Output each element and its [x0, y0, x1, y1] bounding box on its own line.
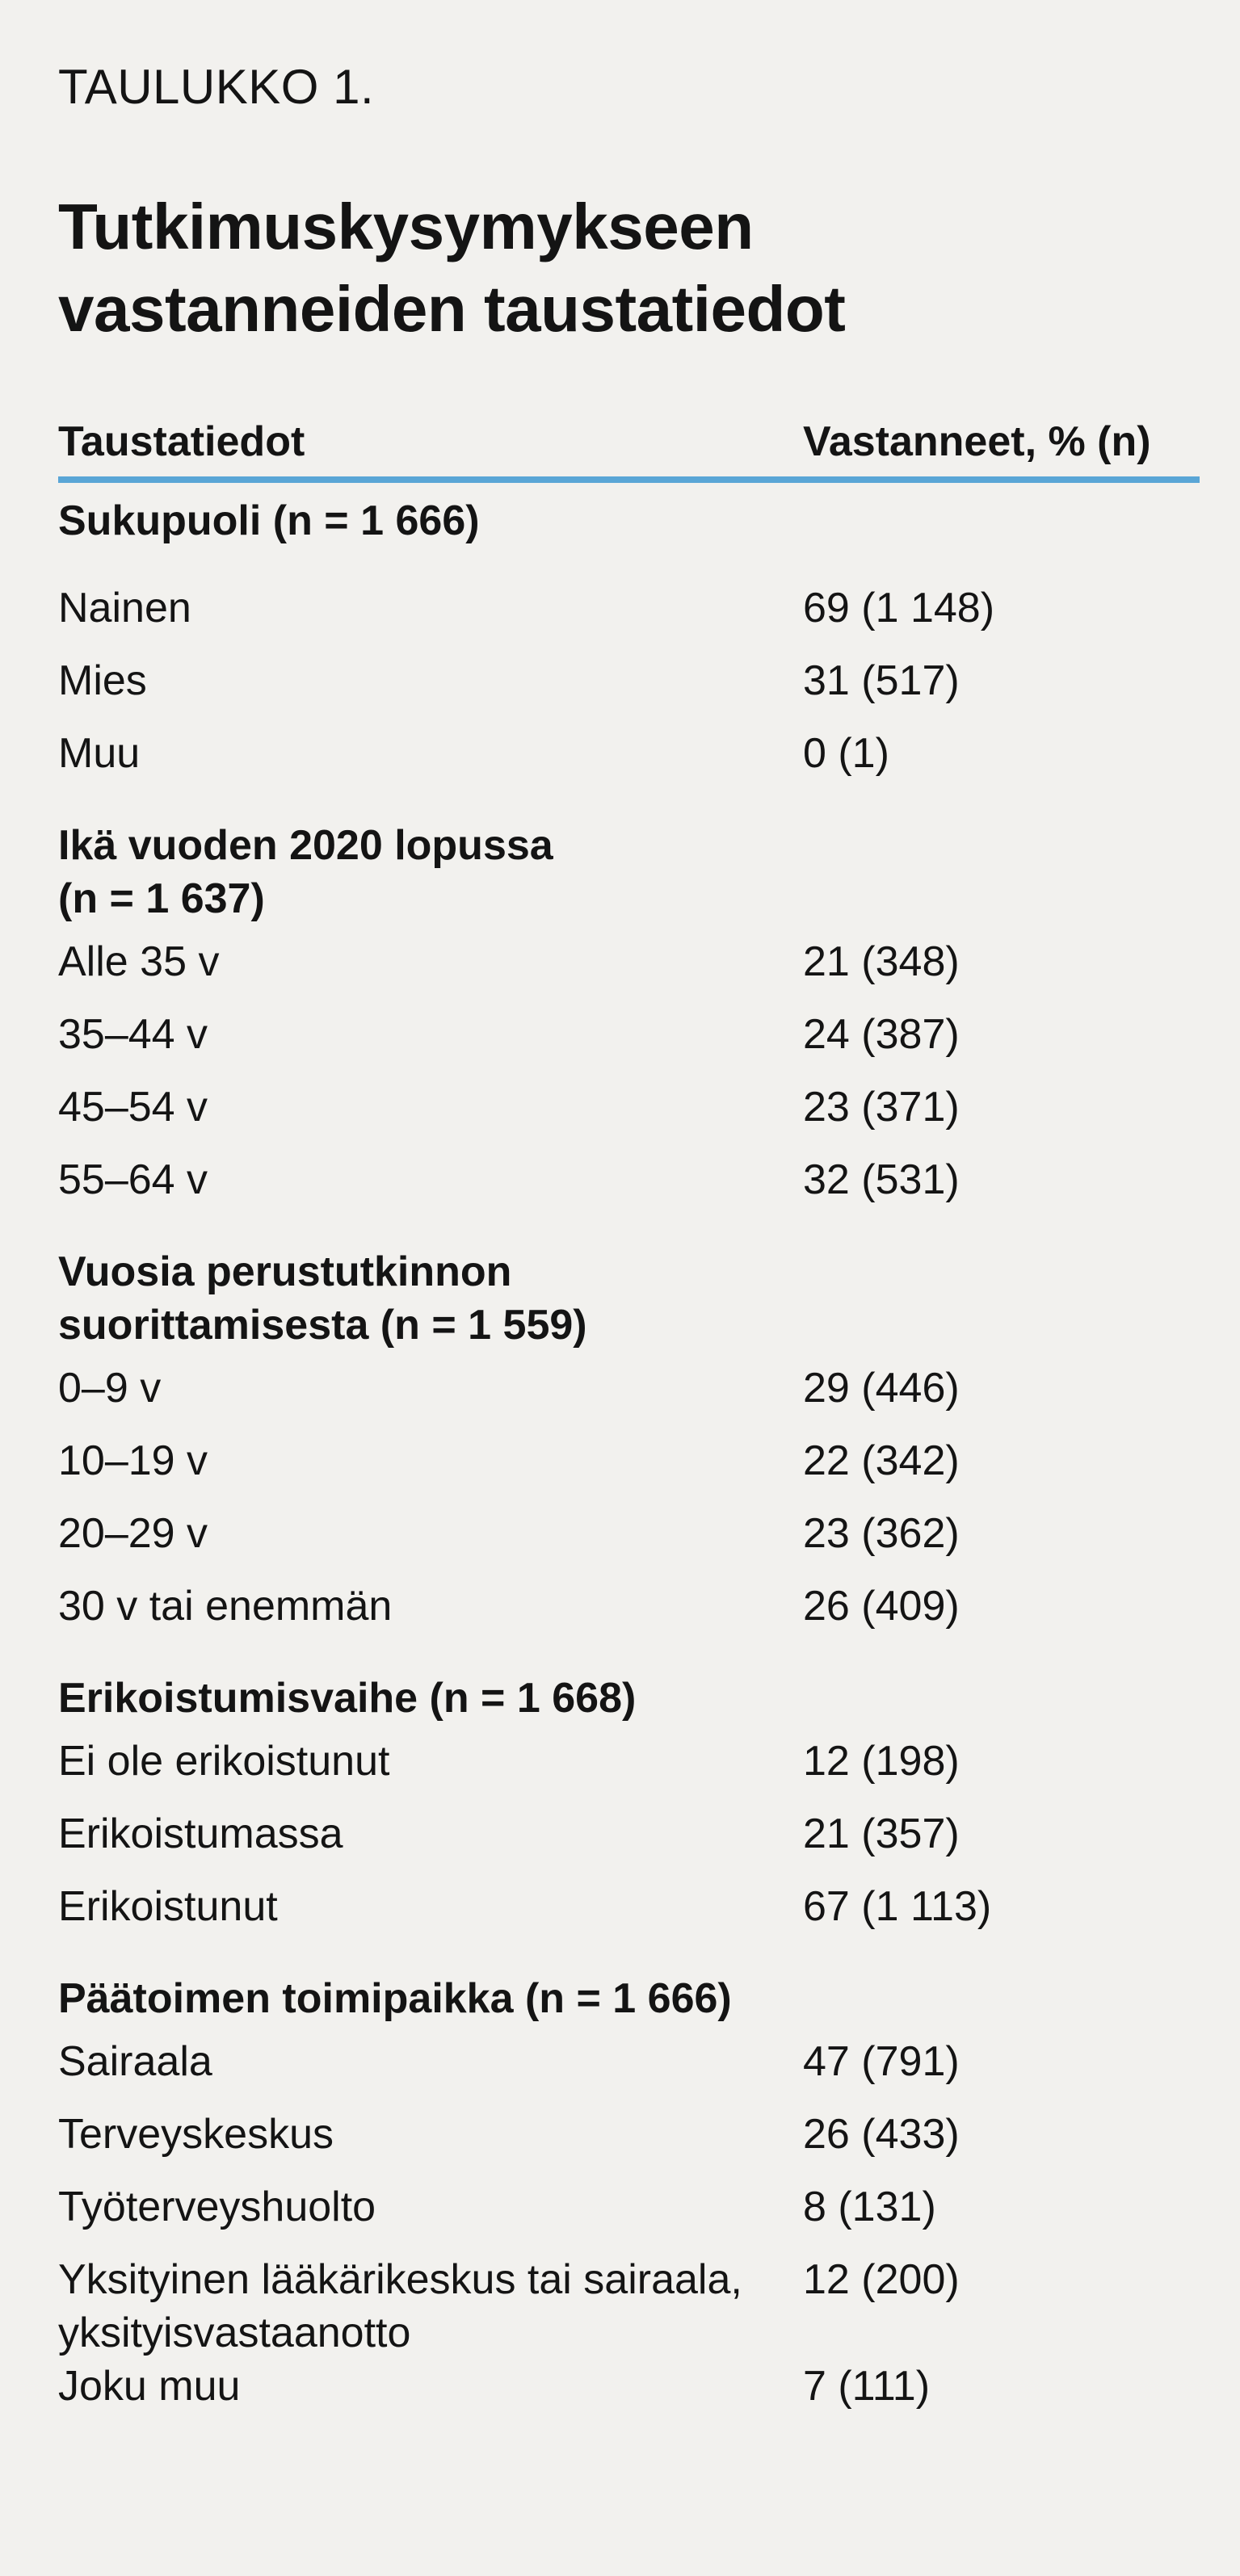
row-label-line-1: Yksityinen lääkärikeskus tai sairaala, [58, 2256, 742, 2303]
table-row [58, 2098, 1200, 2171]
row-value: 47 (791) [803, 2038, 960, 2085]
table-row [58, 717, 1200, 790]
table-row [58, 1143, 1200, 1216]
table-header-row [58, 413, 1200, 483]
row-label: 45–54 v [58, 1084, 208, 1131]
row-value: 0 (1) [803, 730, 889, 777]
row-label: Terveyskeskus [58, 2111, 334, 2158]
table-row [58, 644, 1200, 717]
section-heading [58, 1245, 753, 1352]
row-label-line-2: yksityisvastaanotto [58, 2310, 411, 2356]
table-row [58, 1570, 1200, 1643]
table-row [58, 925, 1200, 998]
row-label: 10–19 v [58, 1437, 208, 1484]
row-value: 26 (409) [803, 1583, 960, 1630]
section-specialization [58, 1672, 1200, 1943]
section-heading [58, 819, 753, 925]
table-row [58, 1352, 1200, 1424]
section-heading: Erikoistumisvaihe (n = 1 668) [58, 1675, 637, 1722]
row-label: Erikoistumassa [58, 1810, 343, 1857]
row-label: Nainen [58, 585, 191, 631]
row-value: 23 (371) [803, 1084, 960, 1131]
section-gender [58, 494, 1200, 790]
table-row [58, 1870, 1200, 1943]
row-value: 8 (131) [803, 2184, 936, 2230]
row-label: Mies [58, 657, 147, 704]
section-heading-line-1: Vuosia perustutkinnon [58, 1248, 512, 1295]
table-row [58, 572, 1200, 644]
row-value: 12 (198) [803, 1738, 960, 1785]
table-row [58, 2025, 1200, 2098]
table-row [58, 2350, 1200, 2423]
table-number-label: TAULUKKO 1. [58, 60, 375, 114]
column-header-respondents: Vastanneet, % (n) [803, 418, 1151, 465]
section-age [58, 819, 1200, 1216]
row-label: Sairaala [58, 2038, 212, 2085]
row-label: 0–9 v [58, 1365, 162, 1412]
row-value: 23 (362) [803, 1510, 960, 1557]
row-label: 55–64 v [58, 1156, 208, 1203]
row-value: 31 (517) [803, 657, 960, 704]
row-label: Erikoistunut [58, 1883, 278, 1930]
row-value: 22 (342) [803, 1437, 960, 1484]
row-label: 35–44 v [58, 1011, 208, 1058]
row-value: 12 (200) [803, 2256, 960, 2303]
table-title-line-2: vastanneiden taustatiedot [58, 273, 846, 345]
table-row [58, 2171, 1200, 2243]
row-value: 29 (446) [803, 1365, 960, 1412]
row-label: 30 v tai enemmän [58, 1583, 393, 1630]
table-row [58, 1497, 1200, 1570]
row-value: 67 (1 113) [803, 1883, 992, 1930]
row-label: 20–29 v [58, 1510, 208, 1557]
section-heading-line-2: (n = 1 637) [58, 875, 265, 922]
table-row [58, 2243, 1200, 2356]
row-label: Joku muu [58, 2363, 241, 2410]
row-label: Ei ole erikoistunut [58, 1738, 390, 1785]
row-value: 21 (357) [803, 1810, 960, 1857]
section-heading-line-1: Ikä vuoden 2020 lopussa [58, 822, 553, 869]
row-label: Työterveyshuolto [58, 2184, 376, 2230]
section-heading: Päätoimen toimipaikka (n = 1 666) [58, 1975, 732, 2022]
table-row [58, 1071, 1200, 1143]
table-row [58, 998, 1200, 1071]
row-value: 21 (348) [803, 938, 960, 985]
table-title-line-1: Tutkimuskysymykseen [58, 191, 754, 262]
row-value: 32 (531) [803, 1156, 960, 1203]
section-heading: Sukupuoli (n = 1 666) [58, 497, 480, 544]
table-row [58, 1725, 1200, 1798]
row-value: 24 (387) [803, 1011, 960, 1058]
row-value: 7 (111) [803, 2363, 931, 2410]
section-primary-workplace [58, 1972, 1200, 2423]
table-title [58, 186, 1200, 350]
column-header-background: Taustatiedot [58, 418, 305, 465]
table-row [58, 1798, 1200, 1870]
row-label [58, 2253, 785, 2360]
table-row [58, 1424, 1200, 1497]
row-label: Alle 35 v [58, 938, 220, 985]
section-years-since-degree [58, 1245, 1200, 1643]
row-value: 26 (433) [803, 2111, 960, 2158]
section-heading-line-2: suorittamisesta (n = 1 559) [58, 1302, 587, 1349]
row-value: 69 (1 148) [803, 585, 995, 631]
row-label: Muu [58, 730, 141, 777]
